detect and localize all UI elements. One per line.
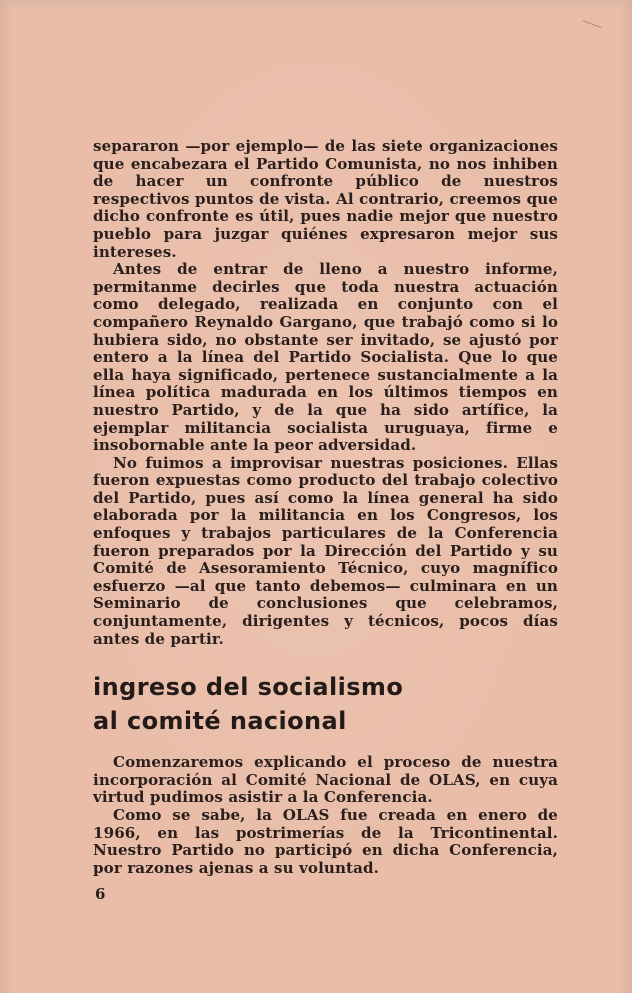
section-body bbox=[93, 754, 558, 877]
page-number: 6 bbox=[95, 885, 106, 903]
paragraph-continued: separaron —por ejemplo— de las siete organizaciones que encabezara el Partido Comunista, no nos inhiben de hacer un confronte público de nuestros respectivos puntos de vista. Al contrario, creemos que dicho confronte es útil, pues nadie mejor que nuestro pueblo para juzgar quiénes expresaron mejor sus intereses. bbox=[93, 137, 558, 261]
page-content bbox=[93, 138, 558, 877]
corner-mark bbox=[583, 11, 606, 28]
page-top-edge bbox=[0, 0, 632, 10]
paragraph-informe: Antes de entrar de lleno a nuestro informe, permitanme decirles que toda nuestra actuación como delegado, realizada en conjunto con el compañero Reynaldo Gargano, que trabajó como si lo hubiera sido, no obstante ser invitado, se ajustó por entero a la línea del Partido Socialista. Que lo que ella haya significado, pertenece sustancialmente a la línea política madurada en los últimos tiempos en nuestro Partido, y de la que ha sido artífice, la ejemplar militancia socialista uruguaya, firme e insobornable ante la peor adversidad. bbox=[93, 260, 558, 455]
section-heading-line-1: ingreso del socialismo bbox=[93, 673, 404, 702]
paragraph-posiciones: No fuimos a improvisar nuestras posiciones. Ellas fueron expuestas como producto del trabajo colectivo del Partido, pues así como la línea general ha sido elaborada por la militancia en los Congresos, los enfoques y trabajos particulares de la Conferencia fueron preparados por la Dirección del Partido y su Comité de Asesoramiento Técnico, cuyo magnífico esfuerzo —al que tanto debemos— culminara en un Seminario de conclusiones que celebramos, conjuntamente, dirigentes y técnicos, pocos días antes de partir. bbox=[93, 453, 558, 648]
paragraph-como-se-sabe: Como se sabe, la OLAS fue creada en enero de 1966, en las postrimerías de la Tricontinental. Nuestro Partido no participó en dicha Conferencia, por razones ajenas a su voluntad. bbox=[93, 806, 558, 877]
section-heading-line-2: al comité nacional bbox=[93, 707, 347, 736]
section-heading bbox=[93, 670, 558, 738]
paragraph-comenzaremos: Comenzaremos explicando el proceso de nuestra incorporación al Comité Nacional de OLAS, en cuya virtud pudimos asistir a la Conferencia. bbox=[93, 753, 558, 807]
